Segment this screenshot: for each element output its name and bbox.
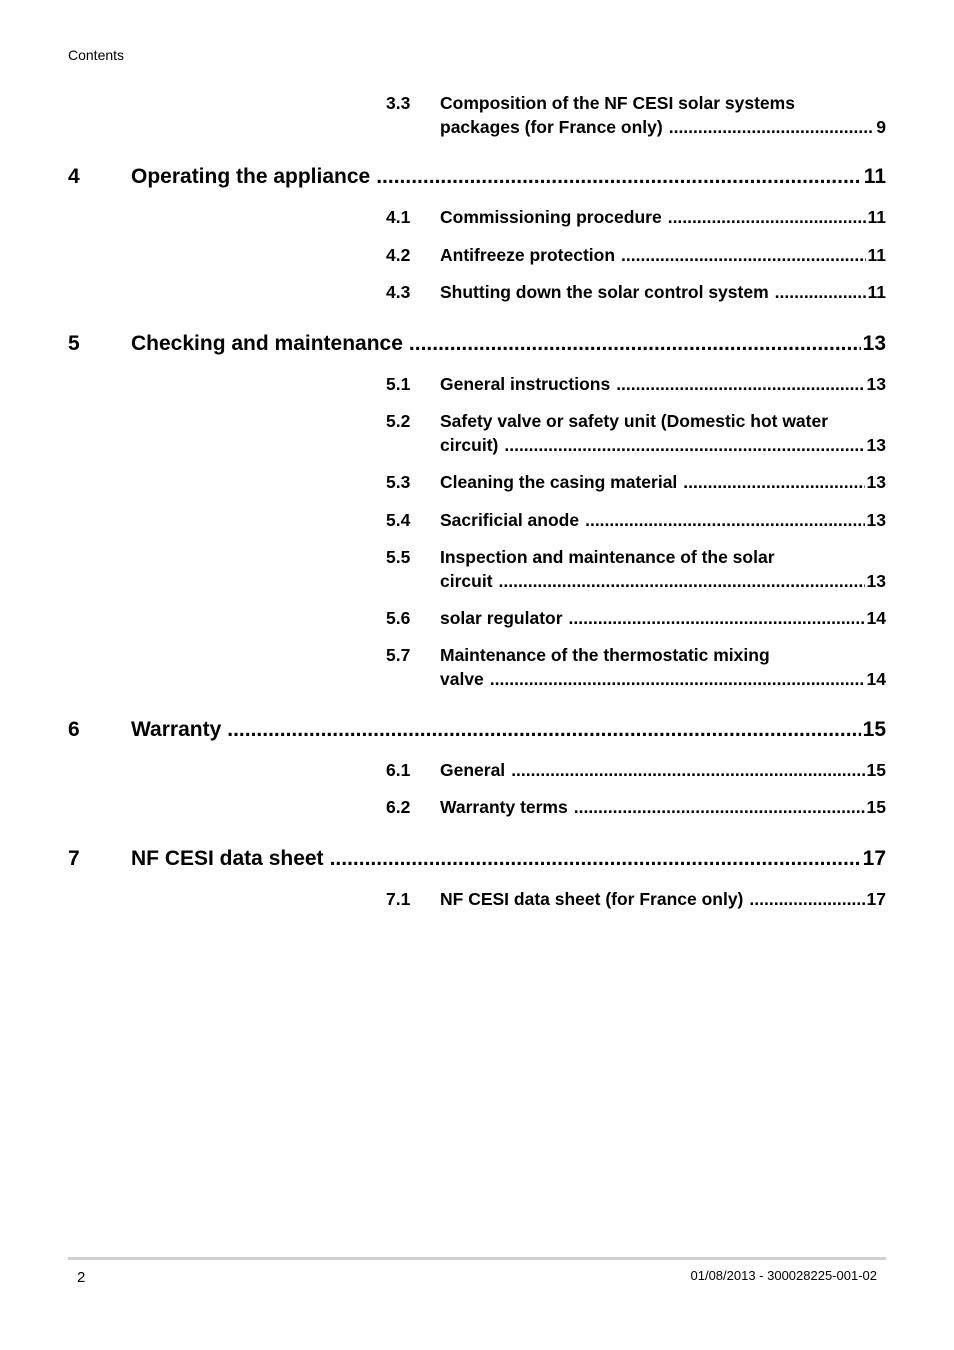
toc-chapter-number: 6 [68, 718, 80, 741]
toc-entry-number: 5.2 [386, 411, 411, 431]
toc-entry-6-2[interactable] [386, 795, 886, 819]
toc-page-number: 13 [862, 332, 886, 355]
toc-entry-title: General [440, 760, 506, 780]
toc-entry-5-4[interactable] [386, 508, 886, 532]
toc-entry-title-line1: Inspection and maintenance of the solar [440, 547, 775, 567]
toc-chapter-5[interactable] [68, 331, 886, 357]
toc-entry-title: Commissioning procedure [440, 207, 662, 227]
dot-leader [616, 372, 864, 396]
toc-entry-7-1[interactable] [386, 887, 886, 911]
toc-entry-number: 5.5 [386, 547, 411, 567]
toc-entry-title-line1: Maintenance of the thermostatic mixing [440, 645, 770, 665]
footer-document-id: 01/08/2013 - 300028225-001-02 [690, 1268, 877, 1283]
toc-page-number: 11 [867, 282, 886, 302]
toc-entry-5-5[interactable] [386, 545, 886, 593]
toc-chapter-title: Checking and maintenance [131, 332, 403, 355]
toc-page-number: 17 [866, 889, 886, 909]
toc-entry-title: General instructions [440, 374, 611, 394]
toc-page-number: 14 [866, 608, 886, 628]
toc-entry-number: 4.1 [386, 207, 411, 227]
dot-leader [490, 667, 865, 691]
dot-leader [227, 717, 860, 743]
dot-leader [749, 887, 864, 911]
footer-page-number: 2 [77, 1269, 86, 1286]
toc-entry-4-1[interactable] [386, 205, 886, 229]
toc-page-number: 15 [862, 718, 886, 741]
toc-entry-title-line2: circuit) [440, 435, 499, 455]
toc-page-number: 17 [862, 847, 886, 870]
toc-entry-title: Shutting down the solar control system [440, 282, 769, 302]
toc-chapter-title: Operating the appliance [131, 165, 371, 188]
toc-chapter-7[interactable] [68, 846, 886, 872]
toc-entry-number: 5.7 [386, 645, 411, 665]
toc-entry-title-line1: Safety valve or safety unit (Domestic hot water [440, 411, 829, 431]
toc-entry-number: 5.1 [386, 374, 411, 394]
toc-chapter-4[interactable] [68, 164, 886, 190]
toc-page-number: 15 [866, 760, 886, 780]
toc-entry-number: 3.3 [386, 93, 411, 113]
footer-divider [68, 1257, 886, 1260]
toc-entry-number: 6.1 [386, 760, 411, 780]
toc-entry-title: Antifreeze protection [440, 245, 616, 265]
dot-leader [775, 280, 866, 304]
toc-entry-6-1[interactable] [386, 758, 886, 782]
toc-entry-4-2[interactable] [386, 243, 886, 267]
toc-entry-number: 4.3 [386, 282, 411, 302]
toc-entry-number: 5.4 [386, 510, 411, 530]
dot-leader [683, 470, 864, 494]
toc-entry-5-2[interactable] [386, 409, 886, 457]
dot-leader [668, 205, 866, 229]
toc-entry-5-7[interactable] [386, 643, 886, 691]
toc-page-number: 13 [866, 435, 886, 455]
toc-entry-number: 5.3 [386, 472, 411, 492]
dot-leader [569, 606, 865, 630]
running-header: Contents [68, 47, 125, 63]
toc-chapter-title: NF CESI data sheet [131, 847, 324, 870]
dot-leader [585, 508, 864, 532]
toc-page-number: 14 [866, 669, 886, 689]
toc-page-number: 11 [867, 245, 886, 265]
toc-page-number: 13 [866, 472, 886, 492]
dot-leader [574, 795, 865, 819]
dot-leader [409, 331, 861, 357]
toc-entry-title: Sacrificial anode [440, 510, 580, 530]
toc-page-number: 9 [876, 117, 886, 137]
toc-page-number: 13 [866, 374, 886, 394]
dot-leader [511, 758, 864, 782]
dot-leader [499, 569, 865, 593]
toc-chapter-number: 5 [68, 332, 80, 355]
toc-entry-title: Cleaning the casing material [440, 472, 678, 492]
dot-leader [376, 164, 862, 190]
dot-leader [504, 433, 864, 457]
toc-page-number: 11 [863, 165, 886, 188]
toc-page-number: 15 [866, 797, 886, 817]
dot-leader [669, 115, 875, 139]
toc-chapter-title: Warranty [131, 718, 222, 741]
toc-entry-5-6[interactable] [386, 606, 886, 630]
toc-entry-title: NF CESI data sheet (for France only) [440, 889, 744, 909]
toc-entry-number: 7.1 [386, 889, 411, 909]
toc-entry-number: 5.6 [386, 608, 411, 628]
toc-entry-5-3[interactable] [386, 470, 886, 494]
toc-entry-title-line2: packages (for France only) [440, 117, 663, 137]
toc-page-number: 13 [866, 571, 886, 591]
dot-leader [330, 846, 861, 872]
dot-leader [621, 243, 865, 267]
toc-entry-3-3[interactable] [386, 91, 886, 139]
toc-entry-4-3[interactable] [386, 280, 886, 304]
toc-chapter-number: 4 [68, 165, 80, 188]
toc-page-number: 11 [867, 207, 886, 227]
toc-entry-title-line2: valve [440, 669, 484, 689]
toc-entry-title: solar regulator [440, 608, 563, 628]
toc-entry-title: Warranty terms [440, 797, 568, 817]
toc-entry-5-1[interactable] [386, 372, 886, 396]
toc-entry-number: 4.2 [386, 245, 411, 265]
toc-page-number: 13 [866, 510, 886, 530]
toc-chapter-6[interactable] [68, 717, 886, 743]
toc-chapter-number: 7 [68, 847, 80, 870]
toc-entry-title-line2: circuit [440, 571, 493, 591]
toc-entry-number: 6.2 [386, 797, 411, 817]
toc-entry-title-line1: Composition of the NF CESI solar systems [440, 93, 795, 113]
